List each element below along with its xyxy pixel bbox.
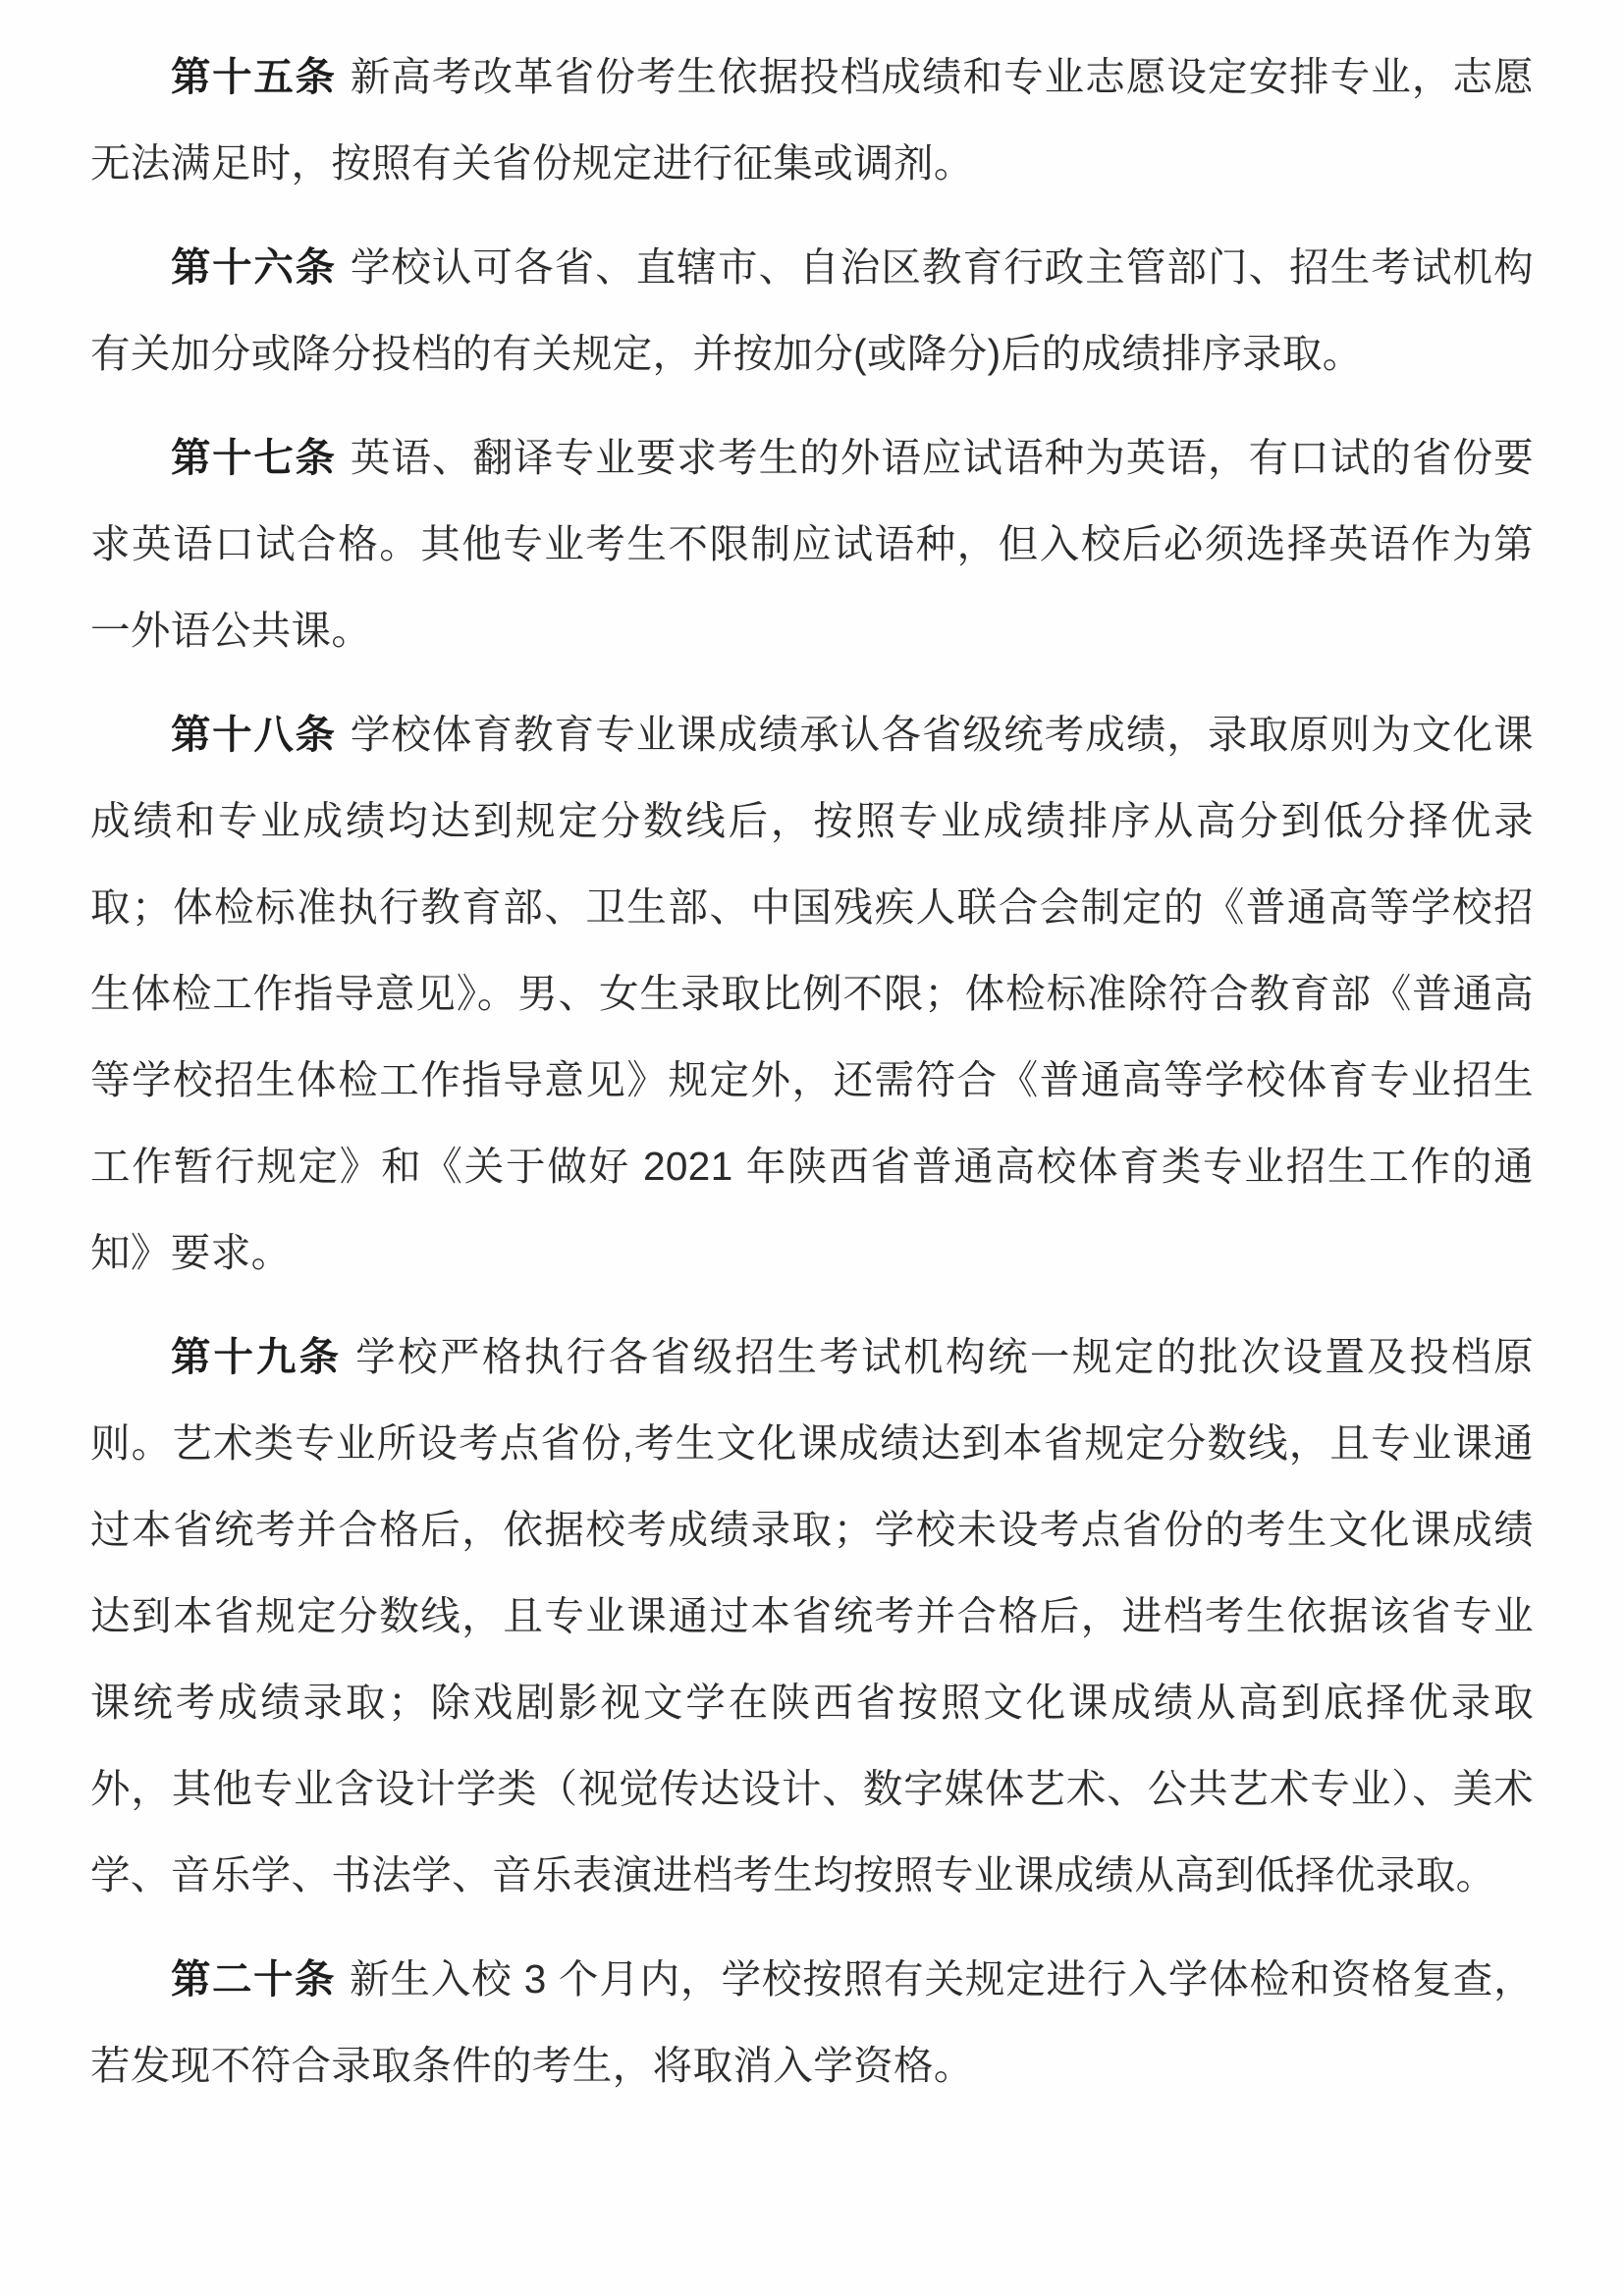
article-text: 新生入校 3 个月内，学校按照有关规定进行入学体检和资格复查，若发现不符合录取条件的考生，将取消入学资格。: [90, 1956, 1534, 2088]
article-paragraph: [90, 691, 1534, 1296]
article-text: 英语、翻译专业要求考生的外语应试语种为英语，有口试的省份要求英语口试合格。其他专业考生不限制应试语种，但入校后必须选择英语作为第一外语公共课。: [90, 435, 1535, 653]
article-label: 第二十条: [171, 1956, 337, 2002]
article-label: 第十八条: [171, 712, 337, 757]
article-label: 第十七条: [171, 435, 337, 480]
document-body: [90, 33, 1534, 2109]
article-paragraph: [90, 414, 1534, 673]
article-label: 第十九条: [171, 1334, 343, 1379]
article-label: 第十五条: [171, 54, 337, 99]
article-text: 学校严格执行各省级招生考试机构统一规定的批次设置及投档原则。艺术类专业所设考点省份,考生文化课成绩达到本省规定分数线，且专业课通过本省统考并合格后，依据校考成绩录取；学校未设考点省份的考生文化课成绩达到本省规定分数线，且专业课通过本省统考并合格后，进档考生依据该省专业课统考成绩录取；除戏剧影视文学在陕西省按照文化课成绩从高到底择优录取外，其他专业含设计学类（视觉传达设计、数字媒体艺术、公共艺术专业）、美术学、音乐学、书法学、音乐表演进档考生均按照专业课成绩从高到低择优录取。: [90, 1334, 1535, 1897]
article-paragraph: [90, 33, 1534, 206]
article-text: 新高考改革省份考生依据投档成绩和专业志愿设定安排专业，志愿无法满足时，按照有关省份规定进行征集或调剂。: [90, 54, 1535, 186]
article-paragraph: [90, 1313, 1534, 1918]
article-text: 学校体育教育专业课成绩承认各省级统考成绩，录取原则为文化课成绩和专业成绩均达到规定分数线后，按照专业成绩排序从高分到低分择优录取；体检标准执行教育部、卫生部、中国残疾人联合会制定的《普通高等学校招生体检工作指导意见》。男、女生录取比例不限；体检标准除符合教育部《普通高等学校招生体检工作指导意见》规定外，还需符合《普通高等学校体育专业招生工作暂行规定》和《关于做好 2021 年陕西省普通高校体育类专业招生工作的通知》要求。: [90, 712, 1535, 1275]
article-label: 第十六条: [171, 244, 337, 290]
article-text: 学校认可各省、直辖市、自治区教育行政主管部门、招生考试机构有关加分或降分投档的有关规定，并按加分(或降分)后的成绩排序录取。: [90, 244, 1535, 376]
article-paragraph: [90, 1936, 1534, 2109]
article-paragraph: [90, 224, 1534, 397]
